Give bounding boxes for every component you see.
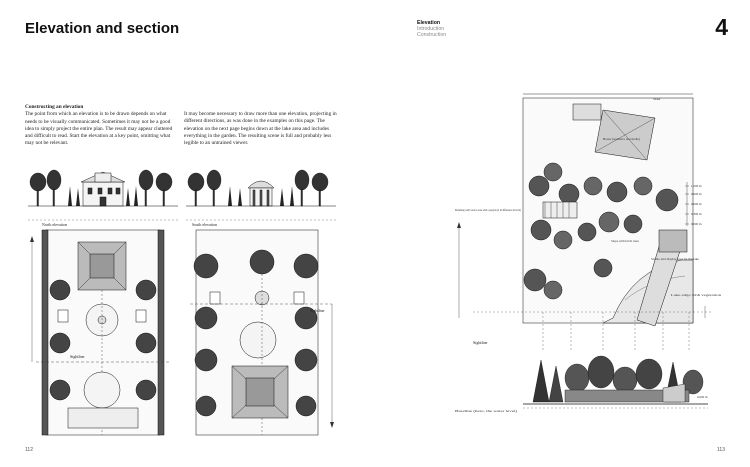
villa [81, 172, 125, 206]
level-0300: 0,300 m [691, 212, 702, 216]
lakeside-plan-and-section [453, 90, 725, 430]
nav-item-introduction: Introduction [417, 26, 445, 33]
north-elevation-label: North elevation [42, 222, 67, 227]
south-elevation-drawing [186, 168, 336, 440]
label-baseline: Baseline (here, the water level) [455, 409, 495, 413]
level-1200: 1,200 m [691, 184, 702, 188]
body-paragraph-2: It may become necessary to draw more than one elevation, projecting in different directions, as was done in the examples on this page. The elevation on the next page begins down at the lake area and includes everything in the garden. The resulting scene is full and probably less legible to an untrained viewer. [184, 111, 337, 147]
right-page [375, 0, 750, 467]
site-plan [523, 94, 693, 326]
nav-item-elevation: Elevation [417, 20, 441, 26]
label-street: Street [653, 97, 661, 101]
level-0900: 0,900 m [691, 192, 702, 196]
folio-left: 112 [25, 447, 33, 453]
label-sightline: Sightline [473, 340, 488, 345]
sightline-label-right: Sightline [310, 308, 325, 313]
pavilion [248, 181, 274, 206]
level-0000: 0,000 m [691, 222, 702, 226]
south-elevation-label: South elevation [192, 222, 217, 227]
garden-plan [194, 230, 318, 435]
nav-item-construction: Construction [417, 32, 447, 39]
body-paragraph-1: The point from which an elevation is to be drawn depends on what needs to be visually communicated. Sometimes it may not be a good idea to simply project the entire plan. The result may appear cluttered and difficult to read. Start the elevation at a key point, omitting what may not be relevant. [25, 111, 173, 147]
section-level: 0,000 m [697, 395, 708, 399]
north-elevation-drawing [28, 168, 178, 440]
label-studio: Studio and display area by the lake [651, 257, 700, 261]
folio-right: 113 [717, 447, 725, 453]
section-elevation [523, 356, 708, 408]
chapter-number: 4 [715, 14, 728, 40]
label-house: House (residence and studio) [603, 137, 641, 141]
body-column-1 [25, 104, 173, 148]
subhead: Constructing an elevation [25, 104, 84, 110]
section-nav [417, 20, 446, 39]
label-slope: Slope with birch trees [611, 239, 639, 243]
garden-plan [42, 230, 164, 435]
label-lake-edge: Lake edge with vegetation [671, 293, 722, 297]
sightline-label-left: Sightline [70, 354, 85, 359]
label-retaining-wall: Retaining wall/ terrace area with a pergola (2 m difference in level) [455, 208, 521, 212]
level-0600: 0,600 m [691, 202, 702, 206]
body-column-2 [184, 111, 344, 147]
page-title: Elevation and section [25, 20, 180, 37]
